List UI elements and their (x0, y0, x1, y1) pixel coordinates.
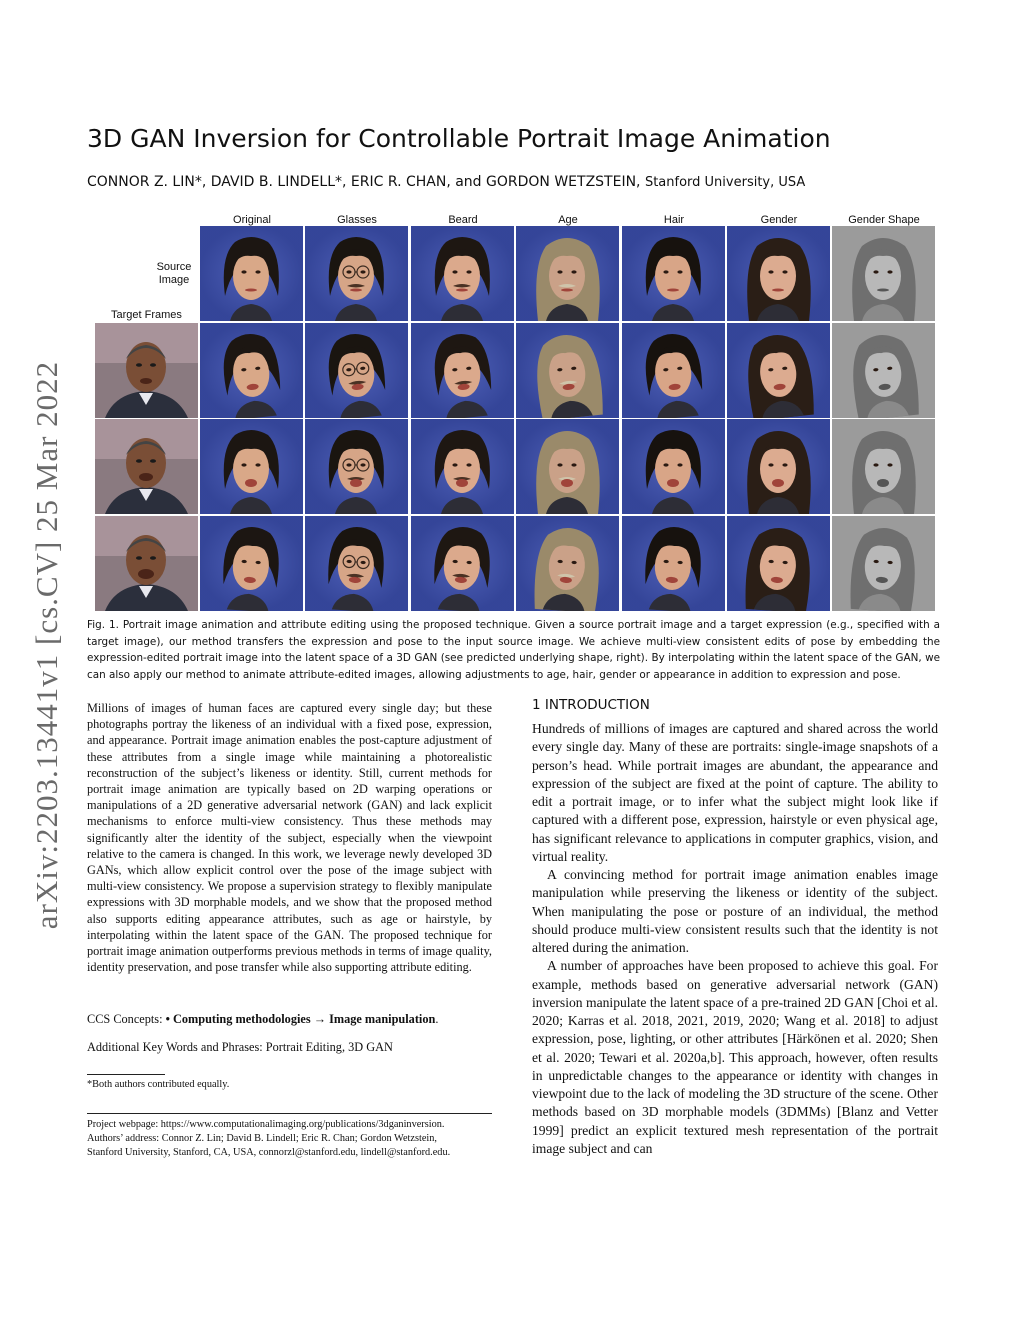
portrait-original-row-0 (200, 226, 303, 321)
portrait-age-row-3 (516, 516, 619, 611)
portrait-original-row-3 (200, 516, 303, 611)
keywords: Additional Key Words and Phrases: Portrait Editing, 3D GAN (87, 1040, 393, 1054)
portrait-glasses-row-0 (305, 226, 408, 321)
project-info: Project webpage: https://www.computationalimaging.org/publications/3dganinversion. Authors’ address: Connor Z. Lin; David B. Lindell; Eric R. Chan; Gordon Wetzstein, Stanford University, Stanford, CA, USA, connorzl@stanford.edu, lindell@stanford.edu. (87, 1119, 451, 1159)
affiliation: Stanford University, USA (644, 175, 806, 190)
column-label-original: Original (233, 214, 271, 226)
portrait-age-row-0 (516, 226, 619, 321)
ccs-concepts: CCS Concepts: • Computing methodologies → Image manipulation. (87, 1012, 439, 1026)
portrait-glasses-row-2 (305, 419, 408, 514)
target-frame-3 (95, 516, 198, 611)
portrait-hair-row-1 (622, 323, 725, 418)
target-frame-1 (95, 323, 198, 418)
portrait-gender-shape-row-2 (832, 419, 935, 514)
column-label-gender-shape: Gender Shape (848, 214, 920, 226)
arxiv-identifier: arXiv:2203.13441v1 [cs.CV] 25 Mar 2022 (29, 360, 64, 930)
portrait-age-row-1 (516, 323, 619, 418)
column-label-beard: Beard (448, 214, 478, 226)
portrait-hair-row-0 (622, 226, 725, 321)
portrait-beard-row-3 (411, 516, 514, 611)
row-label-source-image: Source Image (156, 261, 192, 286)
author-line (87, 174, 805, 190)
figure-caption: Fig. 1. Portrait image animation and attribute editing using the proposed technique. Given a source portrait image and a target expression (e.g., specified with a target image), our method transfers the expression and pose to the input source image. We achieve multi-view consistent edits of pose by embedding the expression-edited portrait image into the latent space of a 3D GAN (see predicted underlying shape, right). By interpolating within the latent space of the GAN, we can also apply our method to animate attribute-edited images, allowing adjustments to age, hair, gender or appearance in addition to expression and pose. (87, 619, 940, 681)
abstract: Millions of images of human faces are captured every single day; but these photographs portray the likeness of an individual with a fixed pose, expression, and appearance. Portrait image animation enables the post-capture adjustment of these attributes from a single image while maintaining a photorealistic reconstruction of the subject’s likeness or identity. Still, current methods for portrait image animation are typically based on 2D warping operations or manipulations of a 2D generative adversarial network (GAN) and lack explicit mechanisms to enforce multi-view consistency. Thus these methods may significantly alter the identity of the subject, especially when the viewpoint relative to the camera is changed. In this work, we leverage newly developed 3D GANs, which allow explicit control over the pose of the image subject with multi-view consistency. We propose a supervision strategy to flexibly manipulate expressions with 3D morphable models, and we show that the proposed method also supports editing appearance attributes, such as age or hairstyle, by interpolating within the latent space of the GAN. The proposed technique for portrait image animation outperforms previous methods in terms of image quality, identity preservation, and pose transfer while also supporting attribute editing. (87, 701, 492, 975)
portrait-beard-row-1 (411, 323, 514, 418)
portrait-age-row-2 (516, 419, 619, 514)
target-frame-2 (95, 419, 198, 514)
column-label-hair: Hair (663, 214, 685, 226)
portrait-hair-row-3 (622, 516, 725, 611)
portrait-gender-row-2 (727, 419, 830, 514)
portrait-gender-shape-row-0 (832, 226, 935, 321)
intro-paragraph-2: A convincing method for portrait image animation enables image manipulation while preserving the likeness or identity of the subject. When manipulating the pose or posture of an individual, the method should produce multi-view consistent results such that the identity is not altered during the animation. (532, 867, 938, 955)
paper-title: 3D GAN Inversion for Controllable Portrait Image Animation (87, 124, 831, 153)
portrait-gender-row-0 (727, 226, 830, 321)
intro-paragraph-1: Hundreds of millions of images are captured and shared across the world every single day. Many of these are portraits: single-image snapshots of a person’s head. While portrait images are abundant, the appearance and expression of the subject are fixed at the point of capture. The ability to edit a portrait image, or to infer what the subject might look like if captured with a different pose, expression, hairstyle or even physical age, has significant relevance to applications in computer graphics, vision, and virtual reality. (532, 721, 938, 864)
portrait-glasses-row-3 (305, 516, 408, 611)
column-label-age: Age (558, 214, 578, 226)
row-label-target-frames: Target Frames (111, 309, 182, 321)
portrait-beard-row-2 (411, 419, 514, 514)
portrait-gender-shape-row-1 (832, 323, 935, 418)
portrait-gender-shape-row-3 (832, 516, 935, 611)
footnote-rule (87, 1074, 165, 1075)
portrait-hair-row-2 (622, 419, 725, 514)
portrait-glasses-row-1 (305, 323, 408, 418)
column-label-gender: Gender (760, 214, 798, 226)
author-names: CONNOR Z. LIN*, DAVID B. LINDELL*, ERIC R. CHAN, and GORDON WETZSTEIN, (87, 174, 641, 190)
column-label-glasses: Glasses (337, 214, 377, 226)
project-info-rule (87, 1113, 492, 1114)
portrait-original-row-1 (200, 323, 303, 418)
portrait-gender-row-1 (727, 323, 830, 418)
introduction-body (532, 720, 938, 1158)
portrait-beard-row-0 (411, 226, 514, 321)
intro-paragraph-3: A number of approaches have been proposed to achieve this goal. For example, methods based on generative adversarial network (GAN) inversion manipulate the latent space of a pre-trained 2D GAN [Choi et al. 2020; Karras et al. 2018, 2021, 2019, 2020; Wang et al. 2018] to adjust expression, pose, lighting, or other attributes [Härkönen et al. 2020; Shen et al. 2020; Tewari et al. 2020a,b]. This approach, however, often results in unpredictable changes to the appearance or identity with changes in viewpoint due to the lack of modeling the 3D structure of the scene. Other methods based on 3D morphable models (3DMMs) [Blanz and Vetter 1999] predict an explicit textured mesh representation of the portrait image subject and can (532, 958, 938, 1156)
portrait-gender-row-3 (727, 516, 830, 611)
footnote: *Both authors contributed equally. (87, 1079, 230, 1090)
portrait-original-row-2 (200, 419, 303, 514)
section-heading-introduction: 1 INTRODUCTION (532, 697, 650, 713)
